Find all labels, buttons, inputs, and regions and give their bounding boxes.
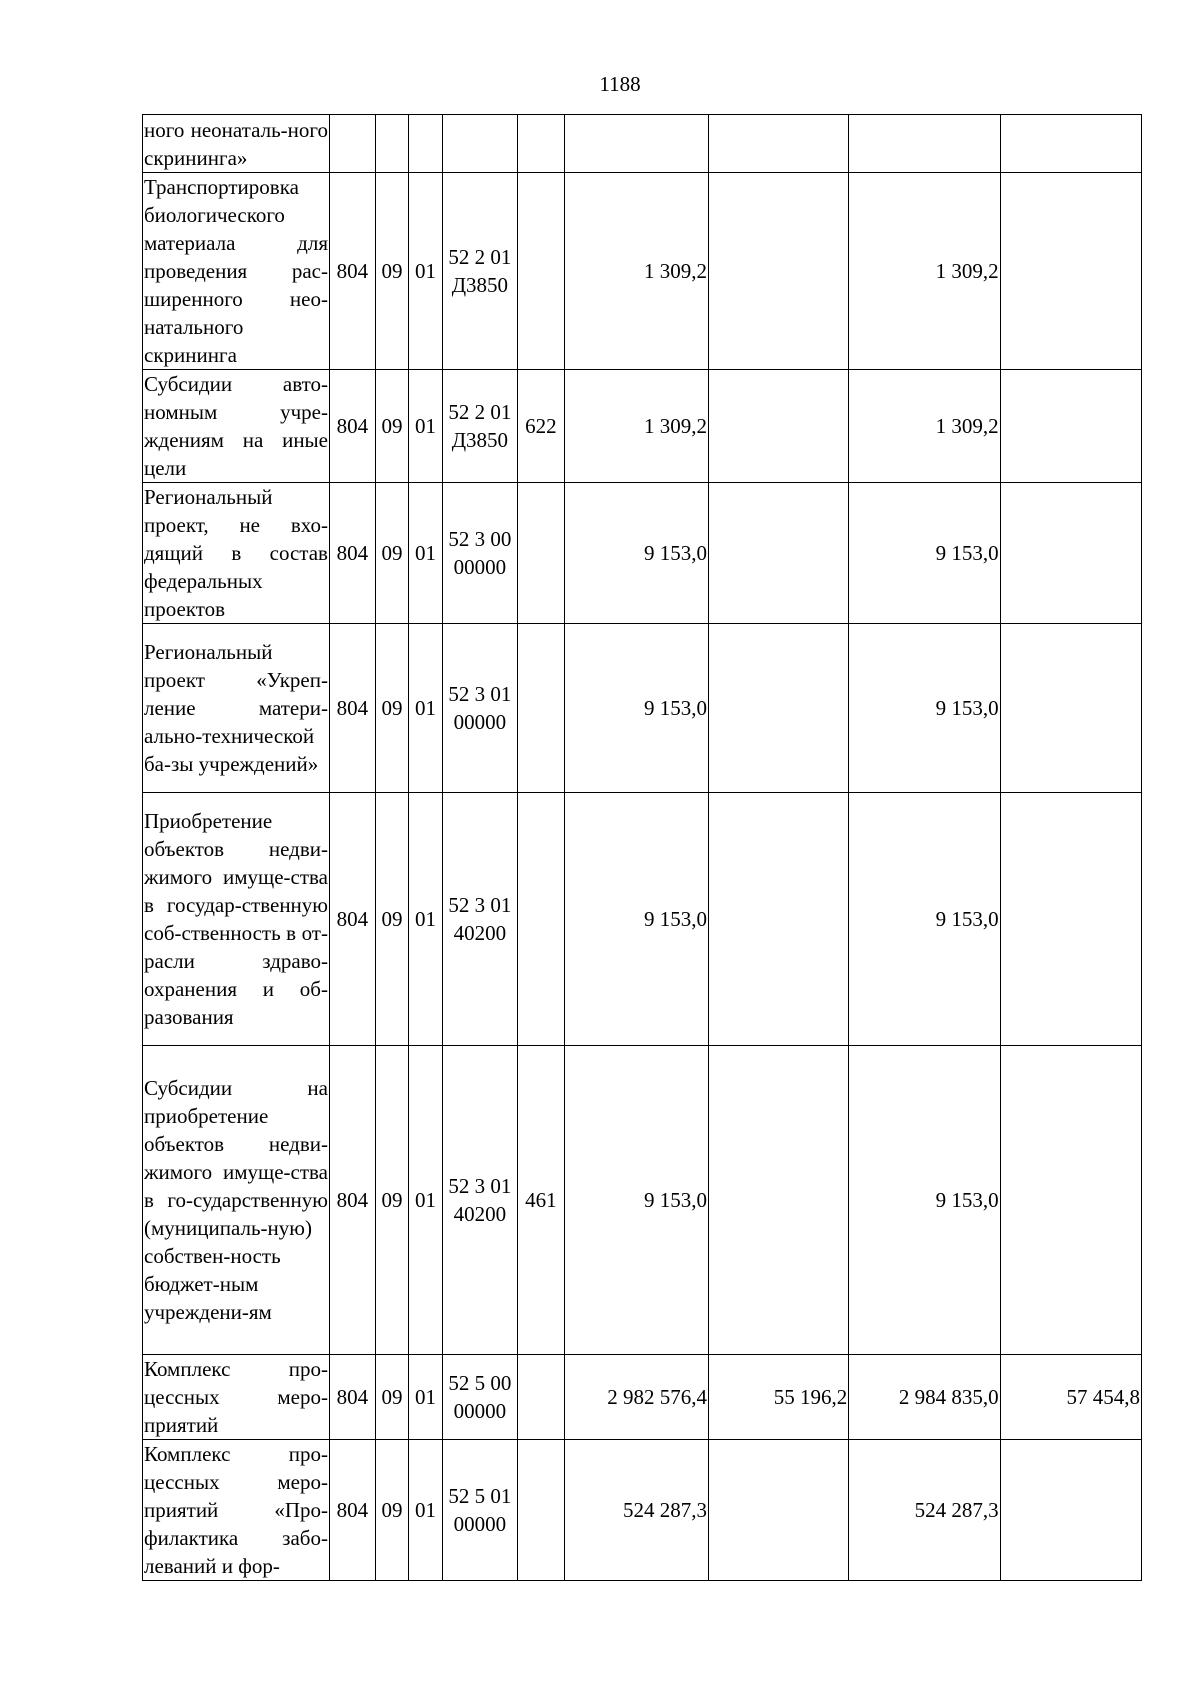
- table-row: [143, 1440, 1142, 1581]
- ved-cell: 804: [329, 483, 375, 624]
- vr-cell: [517, 173, 564, 370]
- sum-cell-3: 1 309,2: [849, 173, 1000, 370]
- sum-cell-2: [709, 483, 849, 624]
- vr-cell: [517, 1355, 564, 1440]
- sum-cell-3: 2 984 835,0: [849, 1355, 1000, 1440]
- sum-cell-3: 9 153,0: [849, 1046, 1000, 1355]
- pr-cell: 01: [409, 793, 443, 1046]
- sum-cell-4: [1000, 483, 1141, 624]
- csr-cell: 52 2 01 Д3850: [442, 173, 517, 370]
- pr-cell: 01: [409, 624, 443, 793]
- sum-cell-1: 9 153,0: [564, 483, 708, 624]
- rz-cell: 09: [375, 1440, 409, 1581]
- rz-cell: 09: [375, 370, 409, 483]
- pr-cell: 01: [409, 1440, 443, 1581]
- row-name-cell: Региональный проект «Укреп-ление матери-ально-технической ба-зы учреждений»: [143, 624, 330, 793]
- sum-cell-3: 9 153,0: [849, 483, 1000, 624]
- sum-cell-1: 1 309,2: [564, 370, 708, 483]
- sum-cell-2: [709, 793, 849, 1046]
- ved-cell: 804: [329, 173, 375, 370]
- row-name-cell: Комплекс про-цессных меро-приятий: [143, 1355, 330, 1440]
- pr-cell: [409, 115, 443, 173]
- table-row: [143, 173, 1142, 370]
- budget-table: [142, 114, 1142, 1581]
- vr-cell: [517, 483, 564, 624]
- sum-cell-3: 1 309,2: [849, 370, 1000, 483]
- sum-cell-2: 55 196,2: [709, 1355, 849, 1440]
- ved-cell: [329, 115, 375, 173]
- rz-cell: 09: [375, 1355, 409, 1440]
- csr-cell: 52 3 01 00000: [442, 624, 517, 793]
- row-name-cell: Региональный проект, не вхо-дящий в состав федеральных проектов: [143, 483, 330, 624]
- sum-cell-4: [1000, 1046, 1141, 1355]
- sum-cell-3: 524 287,3: [849, 1440, 1000, 1581]
- sum-cell-2: [709, 1440, 849, 1581]
- ved-cell: 804: [329, 370, 375, 483]
- rz-cell: 09: [375, 173, 409, 370]
- sum-cell-4: [1000, 793, 1141, 1046]
- table-row: [143, 483, 1142, 624]
- sum-cell-4: [1000, 115, 1141, 173]
- rz-cell: 09: [375, 793, 409, 1046]
- ved-cell: 804: [329, 624, 375, 793]
- csr-cell: 52 5 00 00000: [442, 1355, 517, 1440]
- table-row: [143, 1046, 1142, 1355]
- sum-cell-1: 9 153,0: [564, 793, 708, 1046]
- row-name-cell: Транспортировка биологического материала для проведения рас-ширенного нео-натального скрининга: [143, 173, 330, 370]
- rz-cell: 09: [375, 624, 409, 793]
- pr-cell: 01: [409, 483, 443, 624]
- rz-cell: 09: [375, 483, 409, 624]
- sum-cell-1: 9 153,0: [564, 624, 708, 793]
- vr-cell: [517, 115, 564, 173]
- pr-cell: 01: [409, 1355, 443, 1440]
- ved-cell: 804: [329, 1440, 375, 1581]
- table-row: [143, 624, 1142, 793]
- sum-cell-2: [709, 624, 849, 793]
- table-row: [143, 1355, 1142, 1440]
- table-row: [143, 370, 1142, 483]
- row-name-cell: Субсидии авто-номным учре-ждениям на иные цели: [143, 370, 330, 483]
- sum-cell-4: [1000, 370, 1141, 483]
- sum-cell-3: 9 153,0: [849, 793, 1000, 1046]
- vr-cell: 622: [517, 370, 564, 483]
- table-row: [143, 115, 1142, 173]
- vr-cell: [517, 1440, 564, 1581]
- sum-cell-1: 2 982 576,4: [564, 1355, 708, 1440]
- csr-cell: 52 2 01 Д3850: [442, 370, 517, 483]
- rz-cell: [375, 115, 409, 173]
- sum-cell-3: [849, 115, 1000, 173]
- vr-cell: [517, 624, 564, 793]
- pr-cell: 01: [409, 1046, 443, 1355]
- pr-cell: 01: [409, 173, 443, 370]
- sum-cell-2: [709, 1046, 849, 1355]
- sum-cell-4: 57 454,8: [1000, 1355, 1141, 1440]
- rz-cell: 09: [375, 1046, 409, 1355]
- ved-cell: 804: [329, 1046, 375, 1355]
- row-name-cell: Субсидии на приобретение объектов недви-жимого имуще-ства в го-сударственную (муниципаль-ную) собствен-ность бюджет-ным учреждени-ям: [143, 1046, 330, 1355]
- row-name-cell: ного неонаталь-ного скрининга»: [143, 115, 330, 173]
- sum-cell-2: [709, 115, 849, 173]
- vr-cell: [517, 793, 564, 1046]
- sum-cell-1: 1 309,2: [564, 173, 708, 370]
- csr-cell: 52 3 01 40200: [442, 793, 517, 1046]
- row-name-cell: Приобретение объектов недви-жимого имуще-ства в государ-ственную соб-ственность в от-расли здраво-охранения и об-разования: [143, 793, 330, 1046]
- sum-cell-2: [709, 173, 849, 370]
- table-row: [143, 793, 1142, 1046]
- ved-cell: 804: [329, 793, 375, 1046]
- sum-cell-4: [1000, 1440, 1141, 1581]
- pr-cell: 01: [409, 370, 443, 483]
- ved-cell: 804: [329, 1355, 375, 1440]
- sum-cell-4: [1000, 624, 1141, 793]
- sum-cell-1: 9 153,0: [564, 1046, 708, 1355]
- row-name-cell: Комплекс про-цессных меро-приятий «Про-филактика забо-леваний и фор-: [143, 1440, 330, 1581]
- sum-cell-1: [564, 115, 708, 173]
- csr-cell: 52 3 00 00000: [442, 483, 517, 624]
- vr-cell: 461: [517, 1046, 564, 1355]
- sum-cell-4: [1000, 173, 1141, 370]
- page-number: 1188: [599, 72, 641, 96]
- sum-cell-3: 9 153,0: [849, 624, 1000, 793]
- csr-cell: 52 5 01 00000: [442, 1440, 517, 1581]
- sum-cell-2: [709, 370, 849, 483]
- sum-cell-1: 524 287,3: [564, 1440, 708, 1581]
- csr-cell: [442, 115, 517, 173]
- csr-cell: 52 3 01 40200: [442, 1046, 517, 1355]
